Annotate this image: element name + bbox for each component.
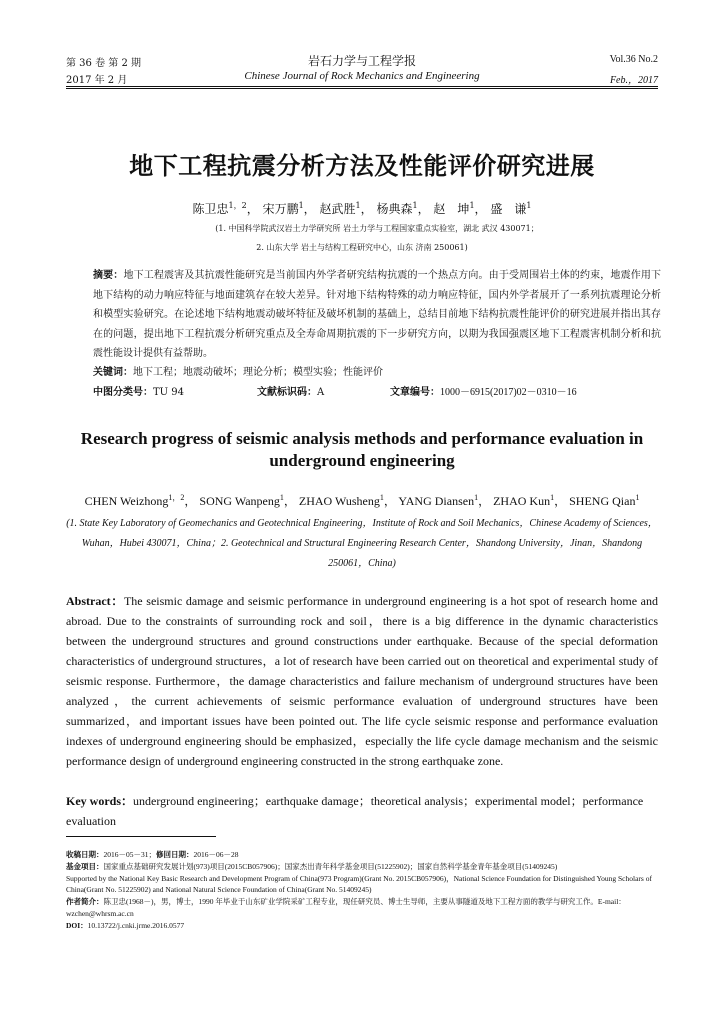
author-4 — [433, 202, 486, 216]
author-separator: ， — [383, 494, 396, 508]
author-list-en — [0, 492, 724, 509]
keywords-cn-label: 关键词： — [93, 367, 133, 378]
author-name: ZHAO Wusheng — [298, 494, 380, 508]
fund-label: 基金项目： — [66, 861, 104, 871]
author-name: SONG Wanpeng — [199, 494, 280, 508]
revised-label: 修回日期： — [156, 850, 194, 859]
author-separator: ， — [246, 202, 259, 216]
article-number — [390, 383, 577, 403]
author-affiliation-mark: 1，2 — [168, 493, 185, 502]
doi-value[interactable]: 10.13722/j.cnki.jrme.2016.0577 — [87, 920, 185, 930]
author-affiliation-mark: 1，2 — [228, 201, 247, 210]
author-name: CHEN Weizhong — [84, 494, 169, 508]
date-en: Feb.，2017 — [609, 75, 658, 86]
keywords-cn — [93, 363, 661, 383]
author-name: 赵武胜 — [319, 202, 356, 216]
keywords-en-label: Key words： — [66, 794, 133, 808]
abstract-en-text: The seismic damage and seismic performance in underground engineering is a hot spot of research home and abroad. Due to the constraints of surrounding rock and soil，there is a big difference in the dynamic characteristics between the underground structures and ground constructions under earthquake. Because of the special deformation characteristics of underground structures，a lot of research have been carried out on theoretical and experimental study of seismic response. Furthermore，the damage characteristics and failure mechanism of underground structures have been analyzed，the current achievements of seismic performance evaluation of underground structures have been summarized，and important issues have been pointed out. The life cycle seismic response and performance evaluation indexes of underground engineering should be emphasized，especially the life cycle damage mechanism and the seismic performance design of underground engineering constructed in the strong earthquake zone. — [66, 594, 659, 768]
author-name: SHENG Qian — [569, 494, 636, 508]
abstract-cn-label: 摘要： — [93, 270, 124, 281]
author-separator: ， — [360, 202, 373, 216]
bio-label: 作者简介： — [66, 897, 104, 907]
doi — [66, 920, 660, 932]
author-3 — [398, 494, 490, 508]
revised-date: 2016－06－28 — [193, 850, 239, 859]
author-list-cn — [0, 200, 724, 217]
fund-cn — [66, 861, 660, 873]
paper-title-cn: 地下工程抗震分析方法及性能评价研究进展 — [129, 152, 595, 180]
author-2 — [299, 494, 396, 508]
abstract-en — [66, 591, 658, 771]
affiliation-cn-2: 2. 山东大学 岩土与结构工程研究中心，山东 济南 250061) — [256, 243, 468, 252]
clc-number — [93, 383, 185, 403]
fund-en: Supported by the National Key Basic Research and Development Program of China(973 Program)(Grant No. 2015CB057906)，National Science Foundation for Distinguished Young Scholars of China(Grant No. 51225902) and National Natural Science Foundation of China(Grant No. 51409245) — [66, 873, 652, 895]
article-value: 1000－6915(2017)02－0310－16 — [440, 387, 577, 398]
received-date: 2016－05－31； — [103, 850, 156, 859]
author-name: 赵 坤 — [433, 202, 470, 216]
author-affiliation-mark: 1 — [526, 201, 532, 210]
volume-issue-en: Vol.36 No.2 — [609, 54, 658, 65]
author-separator: ， — [184, 494, 197, 508]
paper-title-en: Research progress of seismic analysis methods and performance evaluation in underground engineering — [80, 429, 644, 470]
author-affiliation-mark: 1 — [279, 493, 284, 502]
author-affiliation-mark: 1 — [474, 493, 479, 502]
received-dates — [66, 849, 660, 861]
abstract-cn — [93, 266, 661, 364]
classification-line — [93, 383, 661, 403]
author-separator: ， — [303, 202, 316, 216]
fund-cn-text: 国家重点基础研究发展计划(973)项目(2015CB057906)；国家杰出青年科学基金项目(51225902)；国家自然科学基金青年基金项目(51409245) — [103, 861, 558, 871]
author-affiliation-mark: 1 — [355, 201, 361, 210]
author-1 — [263, 202, 316, 216]
bio-text: 陈卫忠(1968－)，男，博士，1990 年毕业于山东矿业学院采矿工程专业，现任研究员、博士生导师，主要从事隧道及地下工程方面的教学与研究工作。E-mail：wzchen@whrsm.ac.cn — [66, 897, 626, 918]
author-0 — [193, 202, 259, 216]
document-code — [257, 383, 325, 403]
author-bio — [66, 896, 660, 920]
author-name: 宋万鹏 — [262, 202, 299, 216]
abstract-en-label: Abstract： — [66, 594, 124, 608]
keywords-en — [66, 791, 658, 831]
keywords-cn-text: 地下工程；地震动破坏；理论分析；模型实验；性能评价 — [133, 367, 383, 378]
author-name: YANG Diansen — [398, 494, 475, 508]
article-label: 文章编号： — [390, 387, 440, 398]
doi-label: DOI： — [66, 920, 88, 930]
author-affiliation-mark: 1 — [412, 201, 418, 210]
author-name: 陈卫忠 — [192, 202, 229, 216]
author-separator: ， — [417, 202, 430, 216]
author-4 — [493, 494, 566, 508]
author-name: ZHAO Kun — [493, 494, 551, 508]
date-cn: 2017 年 2 月 — [66, 75, 128, 86]
abstract-cn-text: 地下工程震害及其抗震性能研究是当前国内外学者研究结构抗震的一个热点方向。由于受周围岩土体的约束，地震作用下地下结构的动力响应特征与地面建筑存在较大差异。针对地下结构特殊的动力响应特征，国内外学者展开了一系列抗震理论分析和模型实验研究。在论述地下结构地震动破坏特征及破坏机制的基础上，总结目前地下结构抗震性能评价的研究进展并指出其存在的问题，提出地下工程抗震分析研究重点及全寿命周期抗震的下一步研究方向，以期为我国强震区地下工程震害机制分析和抗震性能设计提供有益帮助。 — [93, 270, 662, 359]
header-rule-top — [66, 86, 658, 87]
received-label: 收稿日期： — [66, 850, 104, 859]
affiliation-cn-1: (1. 中国科学院武汉岩土力学研究所 岩土力学与工程国家重点实验室，湖北 武汉 430071； — [215, 224, 539, 233]
header-rule-bottom — [66, 88, 658, 89]
author-5 — [569, 494, 639, 508]
clc-value: TU 94 — [153, 387, 185, 398]
author-separator: ， — [474, 202, 487, 216]
author-1 — [199, 494, 296, 508]
affiliation-en: (1. State Key Laboratory of Geomechanics and Geotechnical Engineering，Institute of Rock and Soil Mechanics，Chinese Academy of Sciences，Wuhan，Hubei 430071，China；2. Geotechnical and Structural Engineering Research Center，Shandong University，Jinan，Shandong 250061，China) — [66, 518, 658, 569]
author-separator: ， — [478, 494, 491, 508]
author-name: 杨典森 — [376, 202, 413, 216]
author-0 — [85, 494, 197, 508]
clc-label: 中图分类号： — [93, 387, 153, 398]
author-5 — [490, 202, 531, 216]
keywords-en-text: underground engineering；earthquake damage；theoretical analysis；experimental model；performance evaluation — [66, 794, 644, 828]
volume-issue-cn: 第 36 卷 第 2 期 — [66, 58, 141, 69]
author-affiliation-mark: 1 — [469, 201, 475, 210]
author-affiliation-mark: 1 — [379, 493, 384, 502]
doc-value: A — [317, 387, 325, 398]
footnotes — [66, 849, 660, 932]
author-3 — [376, 202, 429, 216]
footnote-rule — [66, 836, 216, 837]
author-name: 盛 谦 — [490, 202, 527, 216]
author-2 — [320, 202, 373, 216]
author-affiliation-mark: 1 — [298, 201, 304, 210]
journal-name-en: Chinese Journal of Rock Mechanics and Engineering — [244, 70, 480, 82]
journal-name-cn: 岩石力学与工程学报 — [307, 54, 416, 68]
author-separator: ， — [283, 494, 296, 508]
author-separator: ， — [554, 494, 567, 508]
author-affiliation-mark: 1 — [635, 493, 640, 502]
doc-label: 文献标识码： — [257, 387, 317, 398]
author-affiliation-mark: 1 — [550, 493, 555, 502]
